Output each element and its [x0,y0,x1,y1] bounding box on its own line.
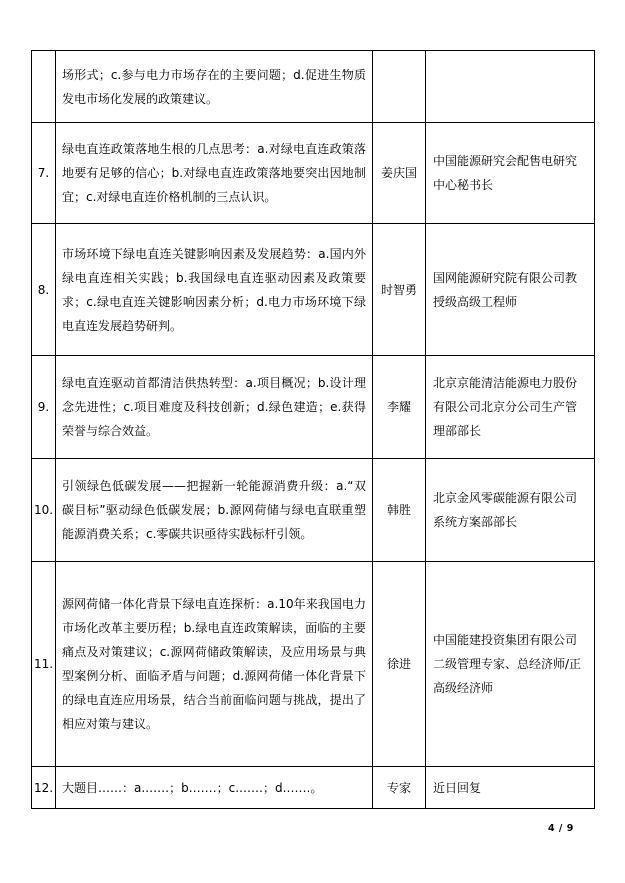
organization-cell [426,51,595,123]
speaker-cell: 徐进 [373,562,426,767]
speaker-cell [373,51,426,123]
organization-cell: 北京京能清洁能源电力股份有限公司北京分公司生产管理部部长 [426,356,595,459]
table-row [32,356,595,459]
agenda-table [31,50,595,809]
row-number: 10. [32,459,56,562]
topic-cell: 引领绿色低碳发展——把握新一轮能源消费升级：a.“双碳目标”驱动绿色低碳发展；b.源网荷储与绿电直联重塑能源消费关系；c.零碳共识亟待实践标杆引领。 [56,459,373,562]
table-row [32,224,595,356]
page-number: 4 / 9 [548,823,574,834]
topic-cell: 场形式；c.参与电力市场存在的主要问题；d.促进生物质发电市场化发展的政策建议。 [56,51,373,123]
speaker-cell: 韩胜 [373,459,426,562]
table-row [32,459,595,562]
row-number [32,51,56,123]
organization-cell: 中国能建投资集团有限公司二级管理专家、总经济师/正高级经济师 [426,562,595,767]
table-row [32,562,595,767]
topic-cell: 市场环境下绿电直连关键影响因素及发展趋势：a.国内外绿电直连相关实践；b.我国绿电直连驱动因素及政策要求；c.绿电直连关键影响因素分析；d.电力市场环境下绿电直连发展趋势研判。 [56,224,373,356]
row-number: 8. [32,224,56,356]
table-row [32,51,595,123]
organization-cell: 北京金风零碳能源有限公司系统方案部部长 [426,459,595,562]
organization-cell: 国网能源研究院有限公司教授级高级工程师 [426,224,595,356]
organization-cell: 近日回复 [426,767,595,809]
table-row [32,123,595,224]
organization-cell: 中国能源研究会配售电研究中心秘书长 [426,123,595,224]
speaker-cell: 专家 [373,767,426,809]
speaker-cell: 姜庆国 [373,123,426,224]
row-number: 7. [32,123,56,224]
row-number: 9. [32,356,56,459]
table-row [32,767,595,809]
topic-cell: 绿电直连驱动首都清洁供热转型：a.项目概况；b.设计理念先进性；c.项目难度及科技创新；d.绿色建造；e.获得荣誉与综合效益。 [56,356,373,459]
topic-cell: 绿电直连政策落地生根的几点思考：a.对绿电直连政策落地要有足够的信心；b.对绿电直连政策落地要突出因地制宜；c.对绿电直连价格机制的三点认识。 [56,123,373,224]
speaker-cell: 时智勇 [373,224,426,356]
speaker-cell: 李耀 [373,356,426,459]
topic-cell: 大题目……：a.……；b.……；c.……；d.……。 [56,767,373,809]
row-number: 11. [32,562,56,767]
row-number: 12. [32,767,56,809]
topic-cell: 源网荷储一体化背景下绿电直连探析：a.10年来我国电力市场化改革主要历程；b.绿电直连政策解读，面临的主要痛点及对策建议；c.源网荷储政策解读，及应用场景与典型案例分析、面临矛盾与问题；d.源网荷储一体化背景下的绿电直连应用场景，结合当前面临问题与挑战，提出了相应对策与建议。 [56,562,373,767]
